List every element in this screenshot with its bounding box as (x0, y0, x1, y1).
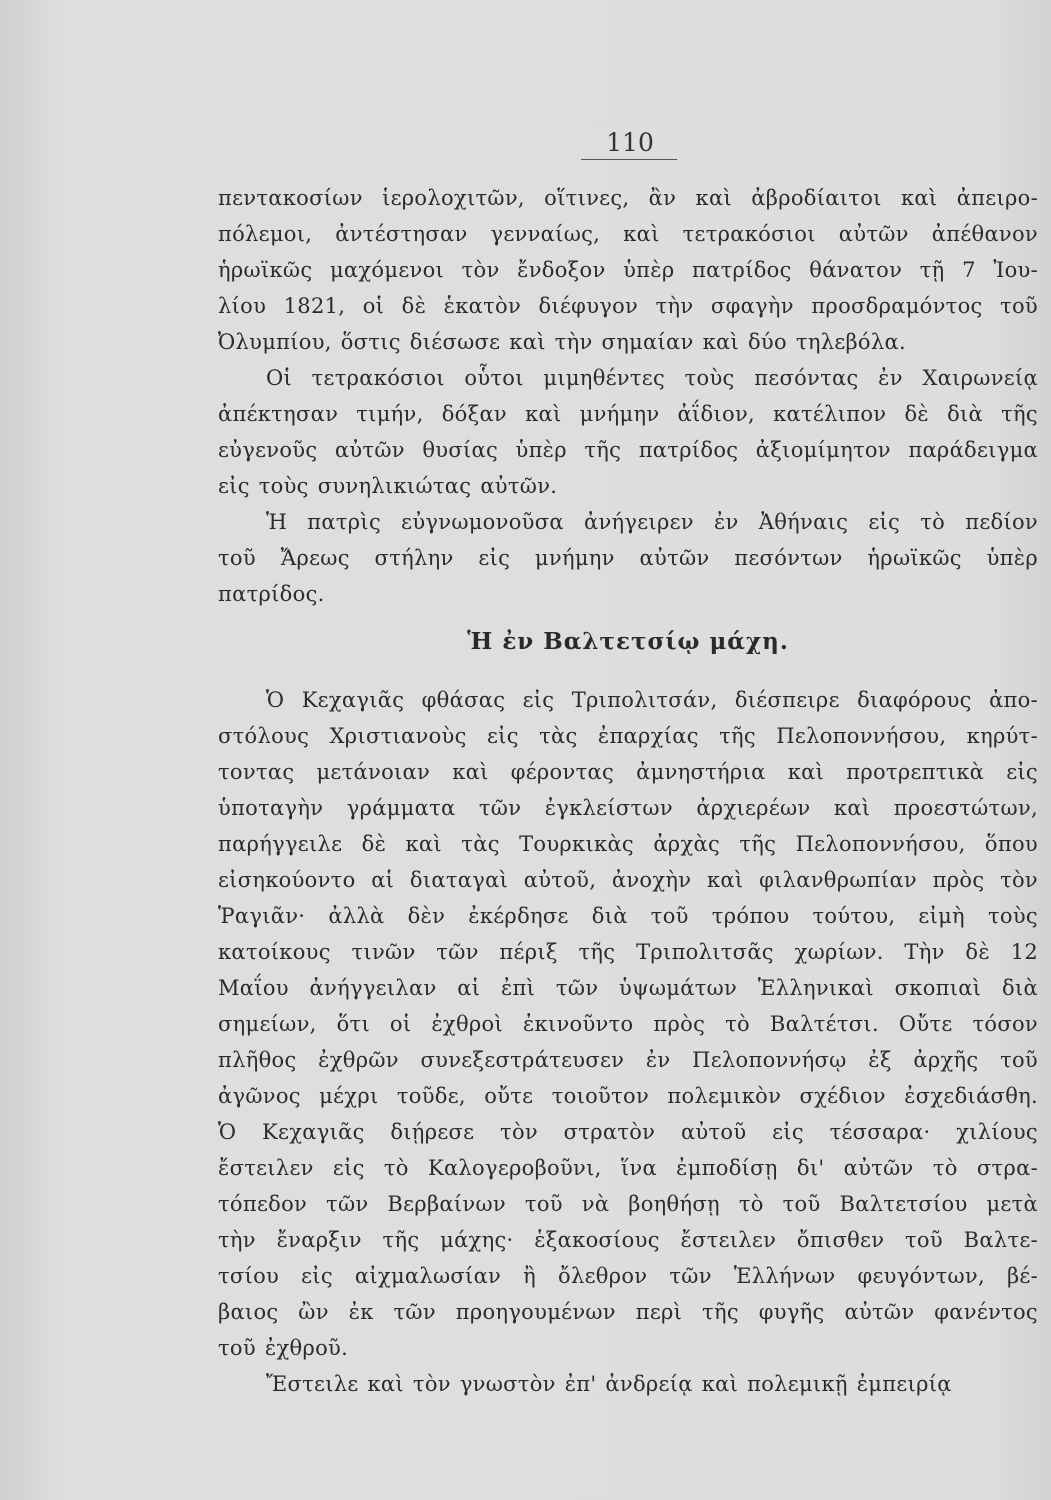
text-line: Ἡ πατρὶς εὐγνωμονοῦσα ἀνήγειρεν ἐν Ἀθήναις εἰς τὸ πεδίον (266, 510, 1038, 534)
page-body (218, 180, 1038, 1402)
page-number-underline (581, 159, 677, 160)
text-line: Ἔστειλε καὶ τὸν γνωστὸν ἐπ' ἀνδρείᾳ καὶ πολεμικῇ ἐμπειρίᾳ (266, 1372, 952, 1396)
text-line: Οἱ τετρακόσιοι οὗτοι μιμηθέντες τοὺς πεσόντας ἐν Χαιρωνείᾳ (266, 366, 1038, 390)
text-line: πόλεμοι, ἀντέστησαν γενναίως, καὶ τετρακόσιοι αὐτῶν ἀπέθανον (218, 222, 1038, 246)
text-line: τσίου εἰς αἰχμαλωσίαν ἢ ὄλεθρον τῶν Ἑλλήνων φευγόντων, βέ- (218, 1264, 1038, 1288)
text-line: εἰς τοὺς συνηλικιώτας αὐτῶν. (218, 474, 558, 498)
text-line: Ὀλυμπίου, ὅστις διέσωσε καὶ τὴν σημαίαν καὶ δύο τηλεβόλα. (218, 330, 906, 354)
paragraph (218, 180, 1038, 360)
text-line: ἀγῶνος μέχρι τοῦδε, οὔτε τοιοῦτον πολεμικὸν σχέδιον ἐσχεδιάσθη. (218, 1084, 1038, 1108)
text-line: ὑποταγὴν γράμματα τῶν ἐγκλείστων ἀρχιερέων καὶ προεστώτων, (218, 796, 1038, 820)
paragraph (218, 1366, 1038, 1402)
text-line: τόπεδον τῶν Βερβαίνων τοῦ νὰ βοηθήσῃ τὸ τοῦ Βαλτετσίου μετὰ (218, 1192, 1038, 1216)
text-after-heading (218, 682, 1038, 1402)
text-line: πλῆθος ἐχθρῶν συνεξεστράτευσεν ἐν Πελοποννήσῳ ἐξ ἀρχῆς τοῦ (218, 1048, 1038, 1072)
text-line: Ὁ Κεχαγιᾶς διῄρεσε τὸν στρατὸν αὐτοῦ εἰς τέσσαρα· χιλίους (218, 1120, 1038, 1144)
text-line: εὐγενοῦς αὐτῶν θυσίας ὑπὲρ τῆς πατρίδος ἀξιομίμητον παράδειγμα (218, 438, 1038, 462)
text-before-heading (218, 180, 1038, 612)
text-line: τοῦ Ἄρεως στήλην εἰς μνήμην αὐτῶν πεσόντων ἡρωϊκῶς ὑπὲρ (218, 546, 1038, 570)
text-line: τοῦ ἐχθροῦ. (218, 1336, 349, 1360)
section-heading: Ἡ ἐν Βαλτετσίῳ μάχη. (467, 628, 789, 655)
page-number: 110 (606, 128, 654, 157)
text-line: στόλους Χριστιανοὺς εἰς τὰς ἐπαρχίας τῆς Πελοποννήσου, κηρύτ- (218, 724, 1038, 748)
paragraph (218, 682, 1038, 1366)
text-line: τοντας μετάνοιαν καὶ φέροντας ἀμνηστήρια καὶ προτρεπτικὰ εἰς (218, 760, 1038, 784)
text-line: κατοίκους τινῶν τῶν πέριξ τῆς Τριπολιτσᾶς χωρίων. Τὴν δὲ 12 (218, 940, 1038, 964)
text-line: πατρίδος. (218, 582, 325, 606)
text-line: σημείων, ὅτι οἱ ἐχθροὶ ἐκινοῦντο πρὸς τὸ Βαλτέτσι. Οὔτε τόσον (218, 1012, 1038, 1036)
text-line: Ὁ Κεχαγιᾶς φθάσας εἰς Τριπολιτσάν, διέσπειρε διαφόρους ἀπο- (266, 688, 1038, 712)
text-line: ἀπέκτησαν τιμήν, δόξαν καὶ μνήμην ἀΐδιον, κατέλιπον δὲ διὰ τῆς (218, 402, 1038, 426)
text-line: βαιος ὢν ἐκ τῶν προηγουμένων περὶ τῆς φυγῆς αὐτῶν φανέντος (218, 1300, 1038, 1324)
text-line: Μαΐου ἀνήγγειλαν αἱ ἐπὶ τῶν ὑψωμάτων Ἑλληνικαὶ σκοπιαὶ διὰ (218, 976, 1038, 1000)
text-line: παρήγγειλε δὲ καὶ τὰς Τουρκικὰς ἀρχὰς τῆς Πελοποννήσου, ὅπου (218, 832, 1038, 856)
text-line: ἔστειλεν εἰς τὸ Καλογεροβοῦνι, ἵνα ἐμποδίσῃ δι' αὐτῶν τὸ στρα- (218, 1156, 1038, 1180)
text-line: Ῥαγιᾶν· ἀλλὰ δὲν ἐκέρδησε διὰ τοῦ τρόπου τούτου, εἰμὴ τοὺς (218, 904, 1038, 928)
text-line: πεντακοσίων ἱερολοχιτῶν, οἵτινες, ἂν καὶ ἀβροδίαιτοι καὶ ἀπειρο- (218, 186, 1038, 210)
paragraph (218, 360, 1038, 504)
text-line: ἡρωϊκῶς μαχόμενοι τὸν ἔνδοξον ὑπὲρ πατρίδος θάνατον τῇ 7 Ἰου- (218, 258, 1038, 282)
text-line: τὴν ἔναρξιν τῆς μάχης· ἑξακοσίους ἔστειλεν ὄπισθεν τοῦ Βαλτε- (218, 1228, 1038, 1252)
paragraph (218, 504, 1038, 612)
text-line: εἰσηκούοντο αἱ διαταγαὶ αὐτοῦ, ἀνοχὴν καὶ φιλανθρωπίαν πρὸς τὸν (218, 868, 1038, 892)
text-line: λίου 1821, οἱ δὲ ἑκατὸν διέφυγον τὴν σφαγὴν προσδραμόντος τοῦ (218, 294, 1038, 318)
